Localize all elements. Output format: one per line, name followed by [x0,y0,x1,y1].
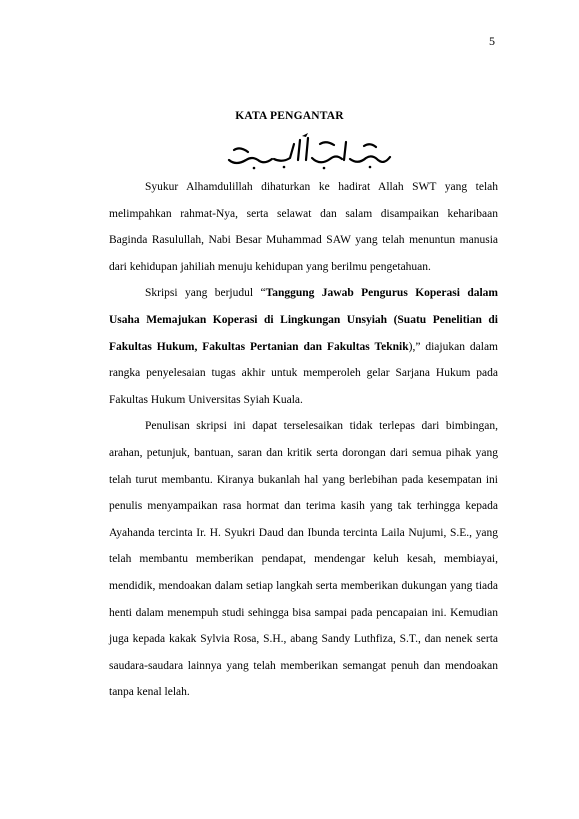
thesis-intro: Skripsi yang berjudul “ [145,287,266,300]
paragraph-gratitude: Syukur Alhamdulillah dihaturkan ke hadirat Allah SWT yang telah melimpahkan rahmat-Nya, serta selawat dan salam disampaikan keharibaan Baginda Rasulullah, Nabi Besar Muhammad SAW yang telah menuntun manusia dari kehidupan jahiliah menuju kehidupan yang berilmu pengetahuan. [109,181,498,273]
paragraph-acknowledgements: Penulisan skripsi ini dapat terselesaikan tidak terlepas dari bimbingan, arahan, petunjuk, bantuan, saran dan kritik serta dorongan dari semua pihak yang telah turut membantu. Kiranya bukanlah hal yang berlebihan pada kesempatan ini penulis menyampaikan rasa hormat dan terima kasih yang tak terhingga kepada Ayahanda tercinta Ir. H. Syukri Daud dan Ibunda tercinta Laila Nujumi, S.E., yang telah membantu memberikan pendapat, mendengar keluh kesah, membiayai, mendidik, mendoakan dalam setiap langkah serta memberikan dukungan yang tiada henti dalam menempuh studi sehingga bisa sampai pada pencapaian ini. Kemudian juga kepada kakak Sylvia Rosa, S.H., abang Sandy Luthfiza, S.T., dan nenek serta saudara-saudara lainnya yang telah memberikan semangat penuh dan mendoakan tanpa kenal lelah. [109,420,498,699]
thesis-purpose: ),” diajukan dalam rangka penyelesaian tugas akhir untuk memperoleh gelar Sarjana Hukum pada Fakultas Hukum Universitas Syiah Kuala. [109,340,498,406]
body-text [109,174,498,706]
basmalah-calligraphy [224,132,394,172]
page-number: 5 [489,34,495,48]
thesis-title: Tanggung Jawab Pengurus Koperasi dalam Usaha Memajukan Koperasi di Lingkungan Unsyiah (Suatu Penelitian di Fakultas Hukum, Fakultas Pertanian dan Fakultas Teknik [109,287,498,353]
paragraph-thesis-title [109,280,498,413]
page-title: KATA PENGANTAR [235,110,344,122]
